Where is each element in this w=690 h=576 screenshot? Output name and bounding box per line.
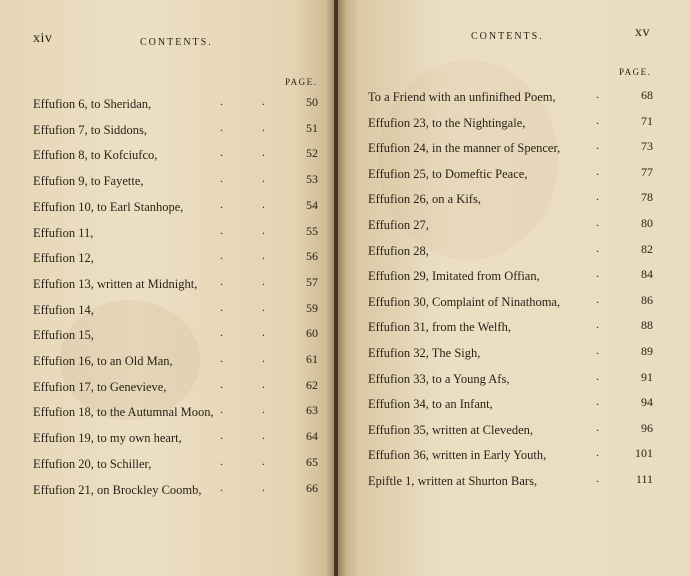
leader-dot: . (262, 196, 265, 211)
leader-dot: . (220, 171, 223, 186)
leader-dot: . (596, 445, 599, 460)
entry-title: Effufion 11, (33, 225, 94, 240)
leader-dot: . (220, 248, 223, 263)
leader-dot: . (596, 163, 599, 178)
leader-dot: . (220, 196, 223, 211)
leader-dot: . (220, 299, 223, 314)
entry-page-number: 89 (641, 344, 653, 358)
entry-page-number: 62 (306, 377, 318, 392)
entry-title: Effufion 14, (33, 302, 94, 317)
entry-title: Epiftle 1, written at Shurton Bars, (368, 474, 538, 488)
entry-page-number: 96 (641, 420, 653, 435)
entry-page-number: 63 (306, 403, 318, 418)
leader-dot: . (262, 119, 265, 134)
entry-page-number: 61 (306, 352, 318, 366)
left-page (0, 0, 334, 576)
entry-title: Effufion 24, in the manner of Spencer, (368, 141, 561, 156)
page-number-left: xiv (33, 31, 53, 46)
leader-dot: . (220, 428, 223, 443)
leader-dot: . (220, 402, 223, 417)
entry-page-number: 82 (641, 241, 653, 256)
entry-page-number: 56 (306, 249, 318, 264)
entry-title: Effufion 17, to Genevieve, (33, 379, 167, 394)
leader-dot: . (220, 145, 223, 160)
right-page (338, 0, 690, 576)
entry-title: Effufion 16, to an Old Man, (33, 354, 173, 368)
leader-dot: . (262, 351, 265, 365)
leader-dot: . (596, 138, 599, 153)
leader-dot: . (596, 87, 599, 101)
entry-page-number: 77 (641, 164, 653, 179)
entry-page-number: 59 (306, 300, 318, 315)
leader-dot: . (262, 273, 265, 288)
entry-page-number: 66 (306, 480, 318, 495)
leader-dot: . (220, 222, 223, 237)
leader-dot: . (220, 453, 223, 468)
leader-dot: . (262, 299, 265, 314)
leader-dot: . (220, 119, 223, 134)
entry-page-number: 88 (641, 318, 653, 333)
entry-title: Effufion 33, to a Young Afs, (368, 371, 510, 386)
entry-title: Effufion 34, to an Infant, (368, 397, 493, 412)
leader-dot: . (596, 471, 599, 485)
leader-dot: . (596, 112, 599, 127)
entry-page-number: 50 (306, 95, 318, 109)
entry-page-number: 53 (306, 172, 318, 187)
leader-dot: . (262, 94, 265, 108)
leader-dot: . (262, 376, 265, 391)
entry-title: Effufion 6, to Sheridan, (33, 97, 152, 111)
entry-page-number: 101 (635, 446, 653, 461)
entry-title: To a Friend with an unfinifhed Poem, (368, 90, 556, 104)
leader-dot: . (220, 376, 223, 391)
entry-title: Effufion 25, to Domeftic Peace, (368, 166, 528, 181)
leader-dot: . (262, 222, 265, 237)
leader-dot: . (220, 479, 223, 494)
entry-title: Effufion 10, to Earl Stanhope, (33, 199, 184, 214)
entry-page-number: 64 (306, 429, 318, 444)
page-number-right: xv (635, 25, 650, 40)
entry-page-number: 71 (641, 113, 653, 128)
entry-page-number: 54 (306, 197, 318, 212)
leader-dot: . (262, 248, 265, 263)
entry-title: Effufion 28, (368, 243, 429, 258)
entry-page-number: 60 (306, 326, 318, 341)
leader-dot: . (262, 402, 265, 417)
entry-title: Effufion 26, on a Kifs, (368, 192, 481, 207)
entry-page-number: 51 (306, 120, 318, 135)
entry-title: Effufion 7, to Siddons, (33, 122, 148, 137)
entry-page-number: 91 (641, 369, 653, 384)
leader-dot: . (220, 351, 223, 365)
leader-dot: . (262, 325, 265, 340)
leader-dot: . (596, 419, 599, 434)
entry-page-number: 52 (306, 146, 318, 161)
entry-title: Effufion 35, written at Cleveden, (368, 422, 534, 437)
entry-page-number: 73 (641, 139, 653, 154)
column-head-left: PAGE. (285, 77, 318, 87)
entry-title: Effufion 30, Complaint of Ninathoma, (368, 294, 561, 309)
column-head-right: PAGE. (619, 67, 652, 77)
entry-title: Effufion 15, (33, 328, 94, 343)
entry-page-number: 55 (306, 223, 318, 238)
leader-dot: . (596, 343, 599, 357)
entry-title: Effufion 12, (33, 251, 94, 266)
entry-page-number: 57 (306, 274, 318, 289)
leader-dot: . (220, 94, 223, 108)
entry-title: Effufion 21, on Brockley Coomb, (33, 482, 202, 497)
entry-title: Effufion 27, (368, 218, 429, 232)
entry-page-number: 94 (641, 395, 653, 410)
entry-title: Effufion 18, to the Autumnal Moon, (33, 405, 214, 420)
entry-title: Effufion 32, The Sigh, (368, 346, 481, 360)
entry-page-number: 78 (641, 190, 653, 205)
leader-dot: . (596, 215, 599, 229)
leader-dot: . (262, 453, 265, 468)
entry-title: Effufion 8, to Kofciufco, (33, 148, 158, 163)
leader-dot: . (262, 145, 265, 160)
entry-title: Effufion 36, written in Early Youth, (368, 448, 547, 463)
running-head-left: CONTENTS. (140, 37, 213, 48)
entry-page-number: 84 (641, 267, 653, 282)
running-head-right: CONTENTS. (471, 31, 544, 42)
entry-title: Effufion 23, to the Nightingale, (368, 115, 526, 130)
entry-title: Effufion 13, written at Midnight, (33, 276, 198, 291)
entry-title: Effufion 19, to my own heart, (33, 431, 182, 446)
entry-title: Effufion 29, Imitated from Offian, (368, 269, 540, 284)
leader-dot: . (262, 171, 265, 186)
leader-dot: . (596, 291, 599, 306)
leader-dot: . (220, 273, 223, 288)
entry-page-number: 65 (306, 454, 318, 469)
entry-title: Effufion 20, to Schiller, (33, 456, 152, 471)
leader-dot: . (220, 325, 223, 340)
entry-page-number: 68 (641, 88, 653, 102)
entry-title: Effufion 31, from the Welfh, (368, 320, 511, 335)
entry-page-number: 80 (641, 216, 653, 230)
book-gutter (326, 0, 346, 576)
leader-dot: . (262, 479, 265, 494)
leader-dot: . (596, 394, 599, 409)
leader-dot: . (596, 317, 599, 332)
entry-title: Effufion 9, to Fayette, (33, 174, 144, 189)
leader-dot: . (596, 189, 599, 204)
leader-dot: . (262, 428, 265, 443)
entry-page-number: 86 (641, 292, 653, 307)
leader-dot: . (596, 266, 599, 281)
leader-dot: . (596, 368, 599, 383)
leader-dot: . (596, 240, 599, 255)
entry-page-number: 111 (635, 472, 653, 486)
